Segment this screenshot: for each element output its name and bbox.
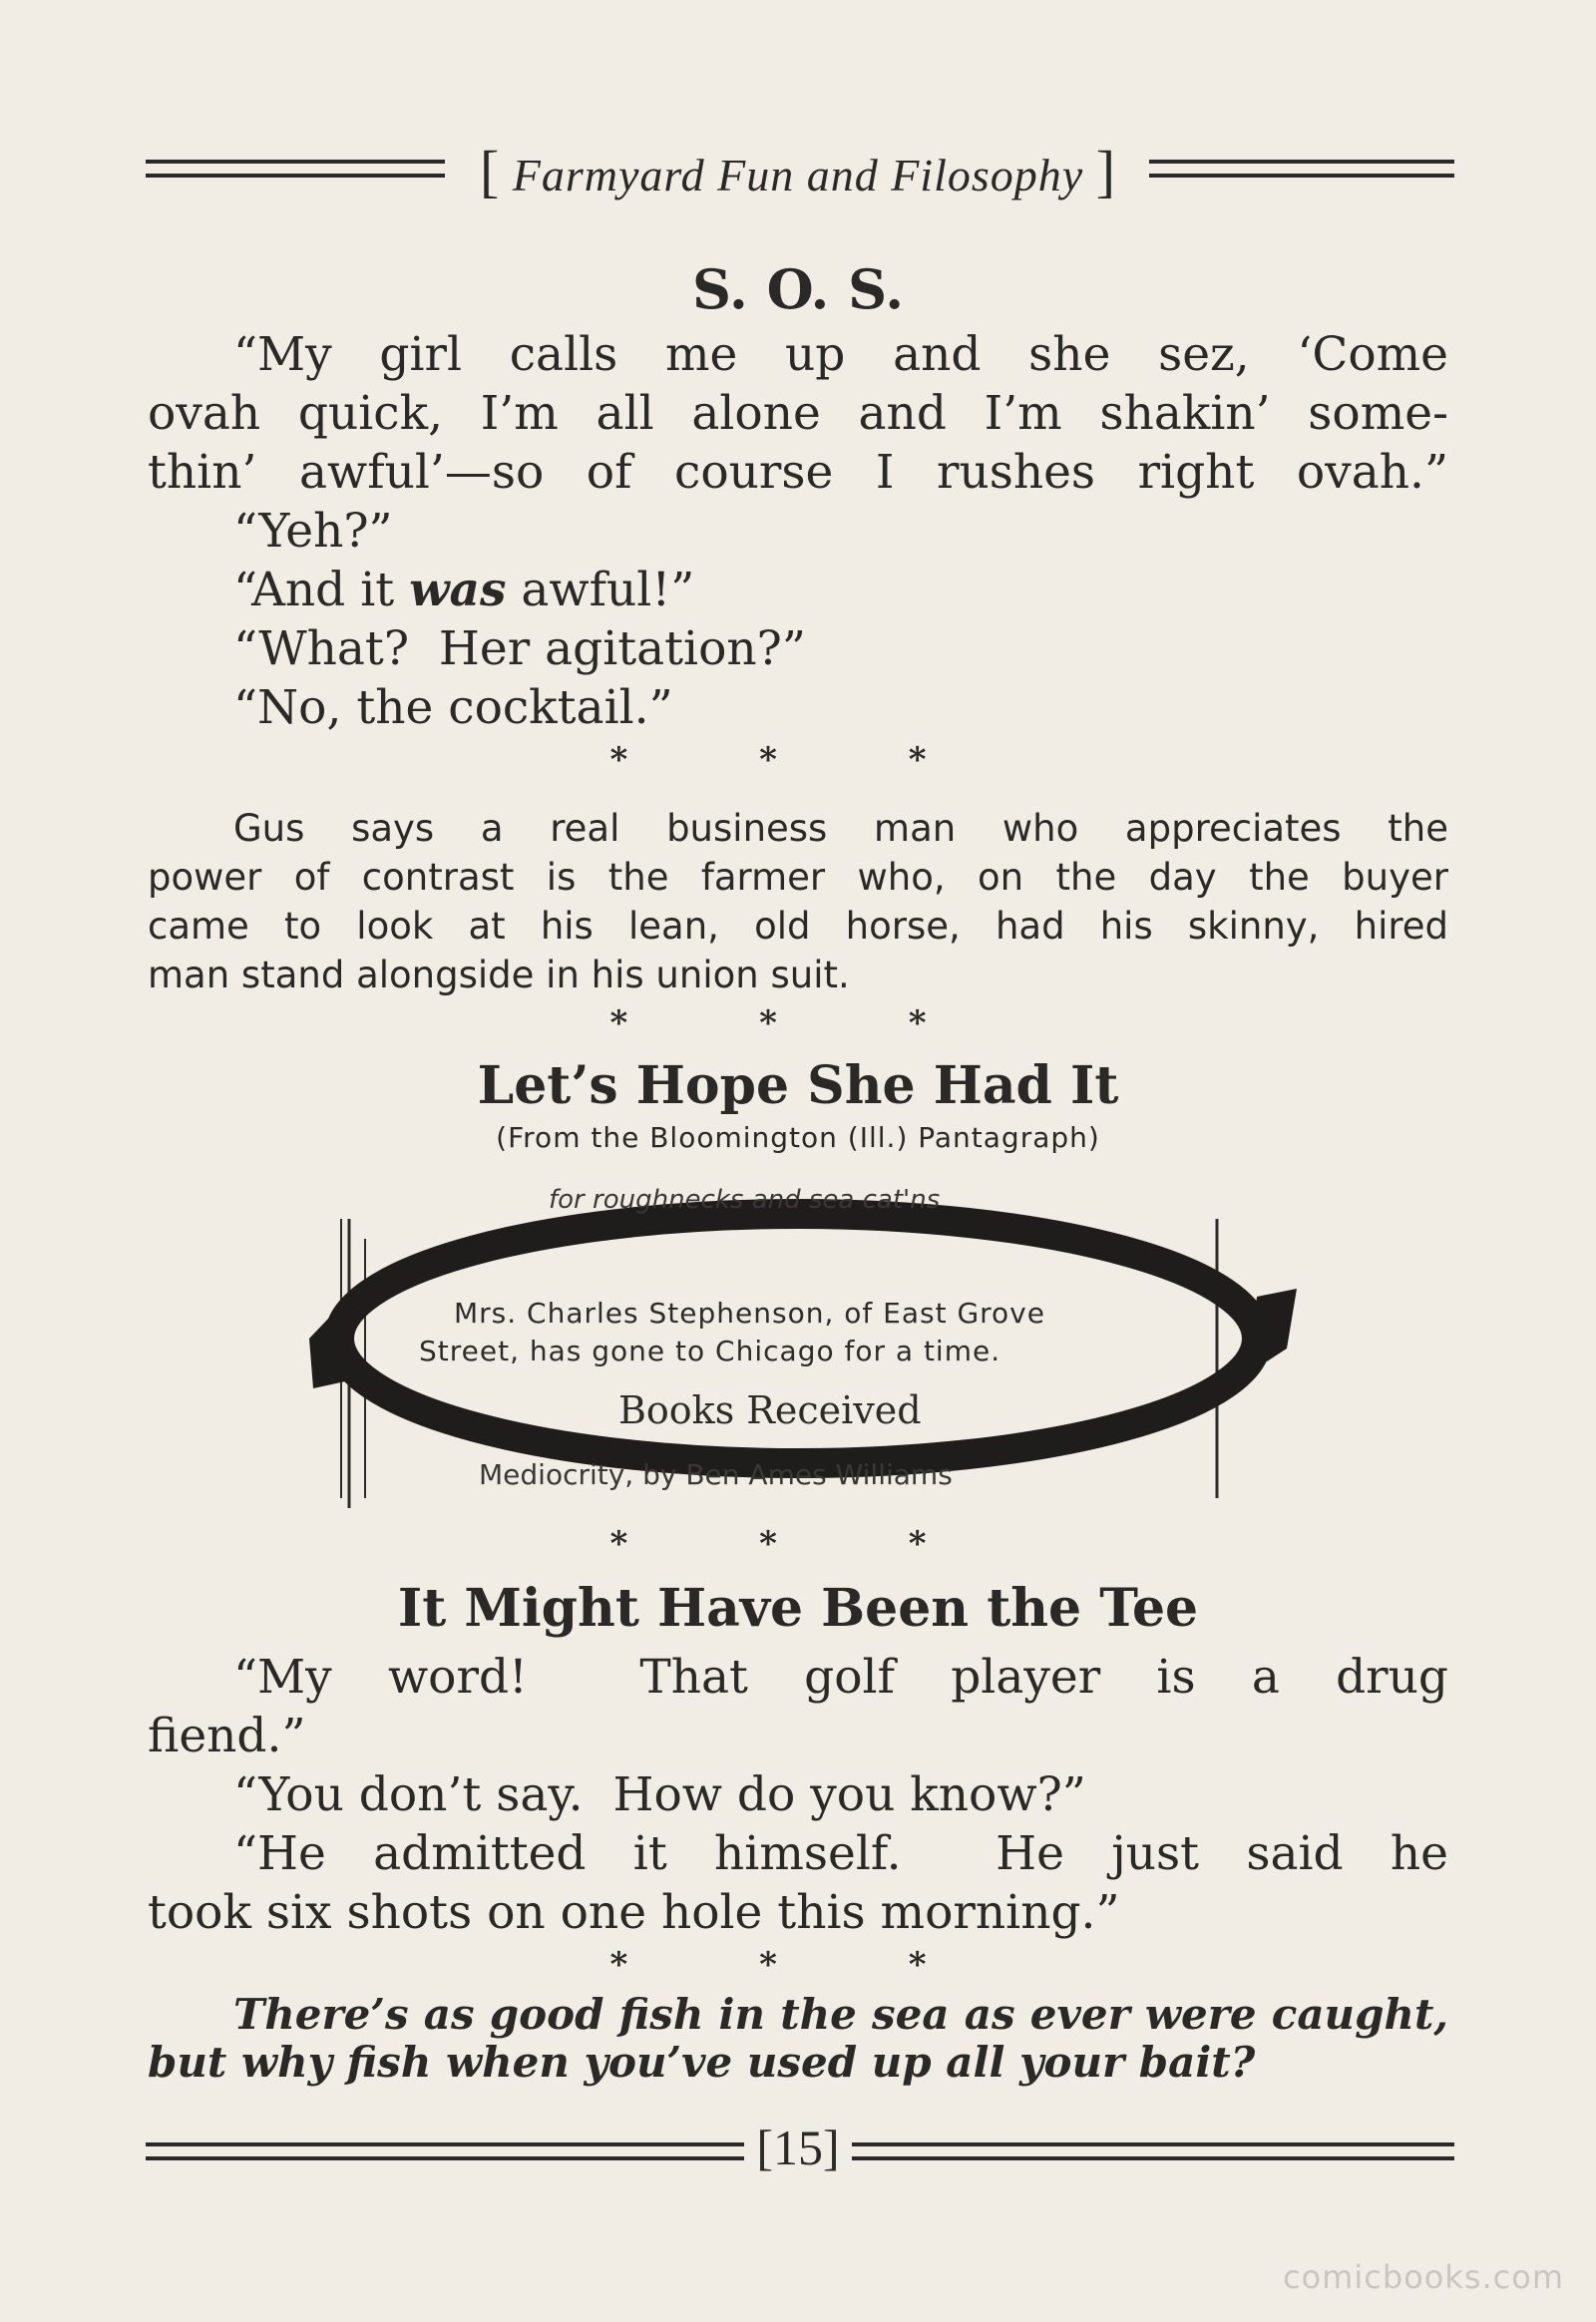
tee-line-1: “My word! That golf player is a drug — [233, 1650, 1448, 1705]
clip-line-1: Mrs. Charles Stephenson, of East Grove — [454, 1297, 1045, 1330]
hope-source: (From the Bloomington (Ill.) Pantagraph) — [496, 1121, 1100, 1154]
hope-title: Let’s Hope She Had It — [477, 1055, 1119, 1116]
clip-bottom-line: Mediocrity, by Ben Ames Williams — [479, 1458, 953, 1491]
header-bracket-close: ] — [1095, 139, 1117, 203]
tee-line-4: “He admitted it himself. He just said he — [233, 1826, 1448, 1881]
fish-paragraph — [148, 1991, 1448, 2087]
fish-line-1: There’s as good fish in the sea as ever were caught, — [233, 1990, 1448, 2039]
separator-4: * * * — [609, 1945, 987, 1985]
sos-line-4: “Yeh?” — [233, 504, 393, 559]
tee-line-2: fiend.” — [148, 1709, 306, 1763]
sos-emphasis: was — [409, 563, 507, 617]
tee-line-3: “You don’t say. How do you know?” — [233, 1767, 1086, 1822]
fish-line-2: but why fish when you’ve used up all your bait? — [148, 2038, 1256, 2087]
watermark: comicbooks.com — [1282, 2258, 1564, 2296]
running-header — [447, 138, 1149, 204]
clip-line-2: Street, has gone to Chicago for a time. — [419, 1335, 1001, 1367]
footer-rule-left — [146, 2142, 744, 2160]
gus-line-3: came to look at his lean, old horse, had his skinny, hired — [148, 905, 1448, 948]
gus-line-4: man stand alongside in his union suit. — [148, 954, 850, 996]
gus-line-2: power of contrast is the farmer who, on the day the buyer — [148, 856, 1448, 899]
header-bracket-open: [ — [479, 139, 501, 203]
header-rule-left — [146, 160, 445, 178]
newspaper-clipping — [299, 1179, 1297, 1518]
sos-line-2: ovah quick, I’m all alone and I’m shakin’ some- — [148, 386, 1448, 441]
footer-rule-right — [852, 2142, 1454, 2160]
page-number: [15] — [756, 2120, 840, 2175]
sos-line-3: thin’ awful’—so of course I rushes right ovah.” — [148, 445, 1448, 500]
clip-heading: Books Received — [618, 1388, 922, 1432]
gus-paragraph — [148, 804, 1448, 999]
tee-line-5: took six shots on one hole this morning.” — [148, 1885, 1120, 1940]
sos-line-7: “No, the cocktail.” — [233, 680, 673, 735]
sos-line-5: “And it was awful!” — [233, 563, 695, 617]
sos-line-6: “What? Her agitation?” — [233, 621, 806, 676]
tee-title: It Might Have Been the Tee — [397, 1578, 1199, 1639]
separator-2: * * * — [609, 1003, 987, 1043]
header-rule-right — [1149, 160, 1454, 178]
header-title: Farmyard Fun and Filosophy — [512, 150, 1084, 200]
sos-title: S. O. S. — [691, 257, 905, 321]
tee-joke — [148, 1648, 1448, 1942]
separator-3: * * * — [609, 1524, 987, 1564]
gus-line-1: Gus says a real business man who appreciates the — [233, 807, 1448, 850]
clip-top-line: for roughnecks and sea cat'ns — [549, 1185, 941, 1215]
sos-joke — [148, 325, 1448, 737]
sos-line-1: “My girl calls me up and she sez, ‘Come — [233, 327, 1448, 382]
separator-1: * * * — [609, 740, 987, 780]
